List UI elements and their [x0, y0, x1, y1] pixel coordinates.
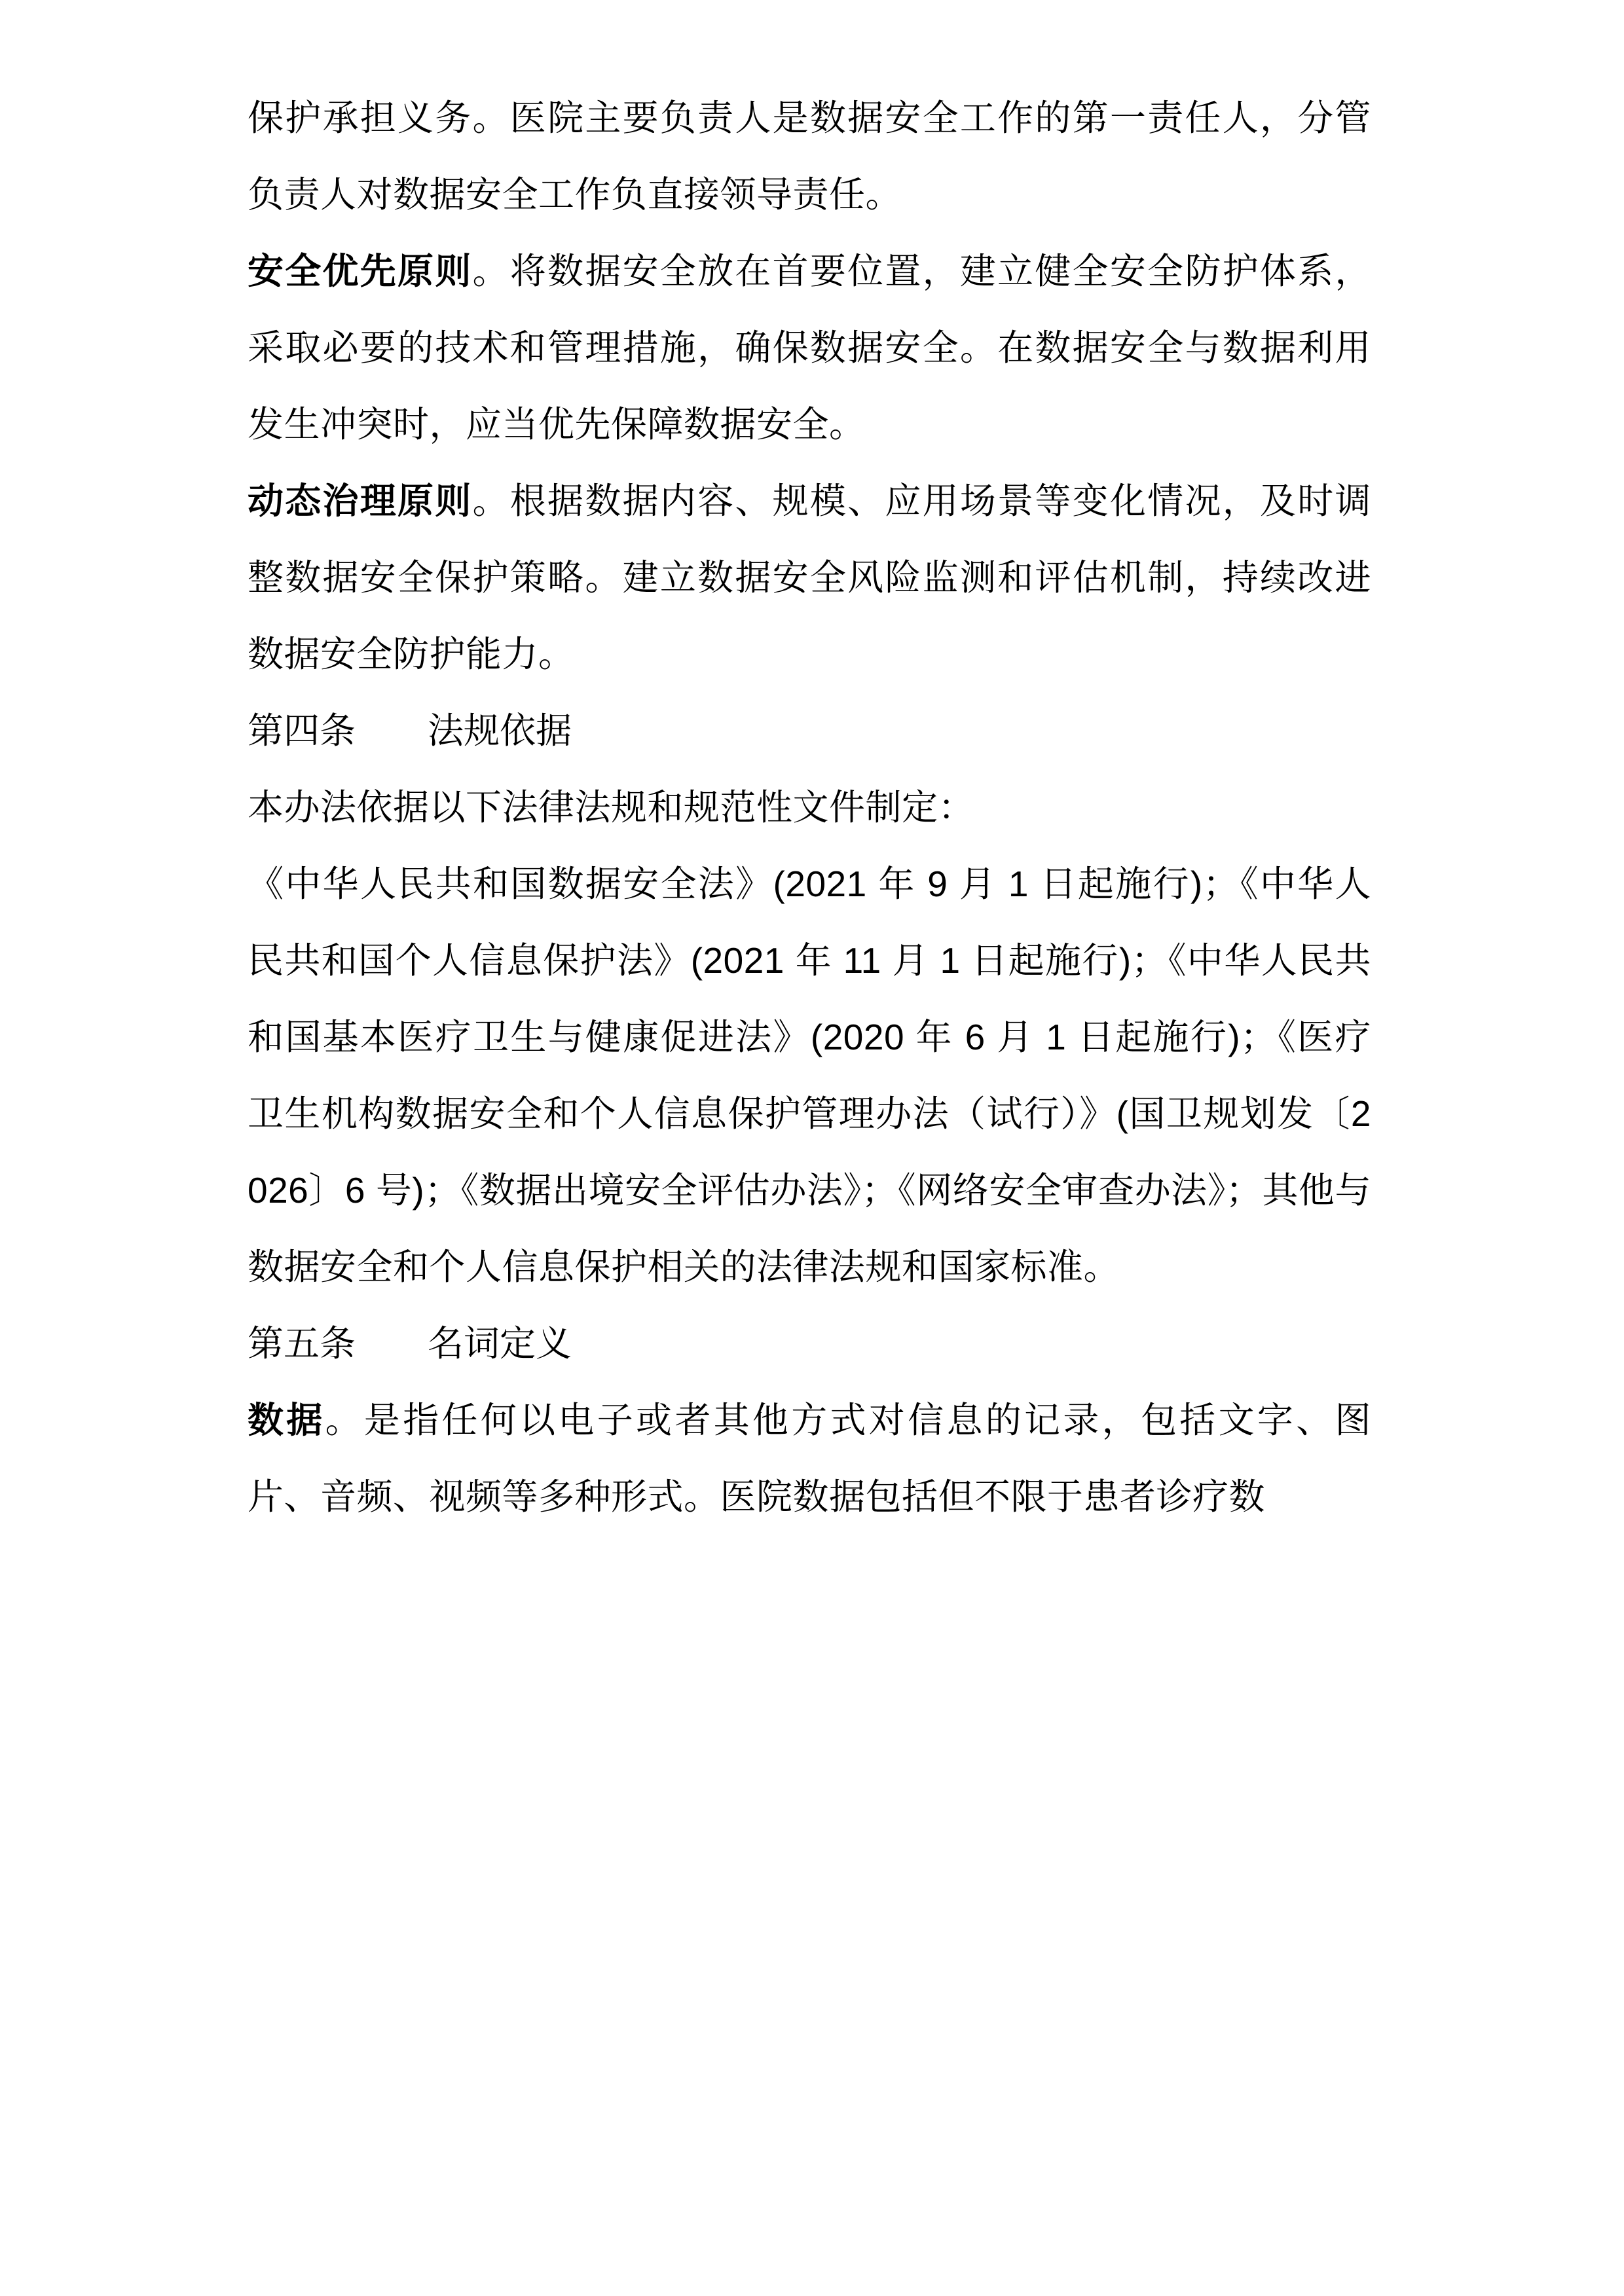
paragraph-definition-data: [248, 1382, 1371, 1535]
paragraph-text: 。根据数据内容、规模、应用场景等变化情况，及时调整数据安全保护策略。建立数据安全风险监测和评估机制，持续改进数据安全防护能力。: [248, 481, 1371, 674]
paragraph-security-first-principle: [248, 233, 1371, 463]
heading-article-4: [248, 693, 1371, 769]
article-separator: [356, 1323, 428, 1364]
article-title: 法规依据: [428, 710, 572, 751]
principle-label-dynamic-governance: 动态治理原则: [248, 481, 473, 521]
article-title: 名词定义: [428, 1323, 572, 1364]
paragraph-basis-intro: [248, 769, 1371, 846]
paragraph-text: 保护承担义务。医院主要负责人是数据安全工作的第一责任人，分管负责人对数据安全工作负直接领导责任。: [248, 98, 1371, 215]
paragraph-legal-basis-list: [248, 846, 1371, 1305]
paragraph-text: 。是指任何以电子或者其他方式对信息的记录，包括文字、图片、音频、视频等多种形式。医院数据包括但不限于患者诊疗数: [248, 1400, 1371, 1517]
paragraph-text: 本办法依据以下法律法规和规范性文件制定：: [248, 787, 975, 828]
paragraph-dynamic-governance-principle: [248, 463, 1371, 693]
heading-article-5: [248, 1305, 1371, 1382]
article-number: 第四条: [248, 710, 356, 751]
document-body: [248, 80, 1371, 1535]
article-separator: [356, 710, 428, 751]
term-label-data: 数据: [248, 1400, 325, 1440]
paragraph-text: 。将数据安全放在首要位置，建立健全安全防护体系，采取必要的技术和管理措施，确保数据安全。在数据安全与数据利用发生冲突时，应当优先保障数据安全。: [248, 251, 1371, 445]
article-number: 第五条: [248, 1323, 356, 1364]
paragraph-responsibility: [248, 80, 1371, 233]
paragraph-text: 《中华人民共和国数据安全法》(2021 年 9 月 1 日起施行)；《中华人民共和国个人信息保护法》(2021 年 11 月 1 日起施行)；《中华人民共和国基本医疗卫生与健康促进法》(2020 年 6 月 1 日起施行)；《医疗卫生机构数据安全和个人信息保护管理办法（试行）》(国卫规划发〔2026〕6 号)；《数据出境安全评估办法》；《网络安全审查办法》；其他与数据安全和个人信息保护相关的法律法规和国家标准。: [248, 864, 1371, 1287]
principle-label-security-first: 安全优先原则: [248, 251, 473, 291]
